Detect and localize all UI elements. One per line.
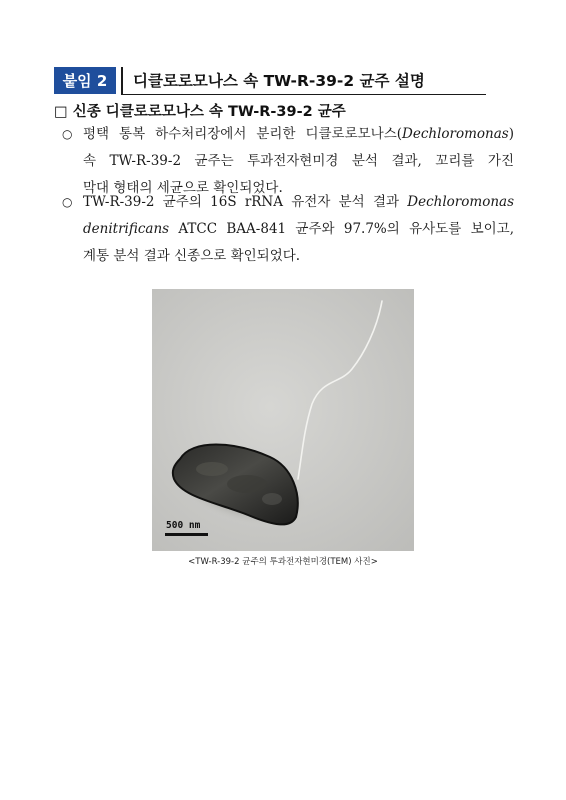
text-line xyxy=(83,121,514,148)
text-line: 계통 분석 결과 신종으로 확인되었다. xyxy=(83,248,301,264)
text-line: 막대 형태의 세균으로 확인되었다. xyxy=(83,180,283,196)
header-divider xyxy=(121,67,123,94)
genus-name: Dechloromonas xyxy=(402,126,509,142)
bacterium-image xyxy=(152,289,414,551)
text-line: 속 TW-R-39-2 균주는 투과전자현미경 분석 결과, 꼬리를 가진 xyxy=(83,153,514,169)
figure-caption: <TW-R-39-2 균주의 투과전자현미경(TEM) 사진> xyxy=(188,557,378,567)
text-line xyxy=(83,189,514,216)
text-run: ) xyxy=(508,126,514,142)
scale-bar-label: 500 nm xyxy=(166,520,201,531)
tem-photo xyxy=(152,289,414,551)
text-run: 평택 통복 하수처리장에서 분리한 디클로로모나스( xyxy=(83,126,403,142)
text-line xyxy=(83,216,514,243)
species-name: denitrificans xyxy=(83,221,170,237)
bullet-text xyxy=(83,189,514,270)
bullet-marker: ○ xyxy=(62,127,73,141)
text-run: ATCC BAA-841 균주와 97.7%의 유사도를 보이고, xyxy=(169,221,514,237)
page-title: 디클로로모나스 속 TW-R-39-2 균주 설명 xyxy=(133,72,425,90)
bullet-item xyxy=(62,189,514,270)
section-heading: □ 신종 디클로로모나스 속 TW-R-39-2 균주 xyxy=(54,104,346,120)
header-underline xyxy=(121,94,486,95)
text-run: TW-R-39-2 균주의 16S rRNA 유전자 분석 결과 xyxy=(83,194,408,210)
bullet-marker: ○ xyxy=(62,195,73,209)
appendix-badge: 붙임 2 xyxy=(54,67,116,94)
genus-name: Dechloromonas xyxy=(407,194,514,210)
